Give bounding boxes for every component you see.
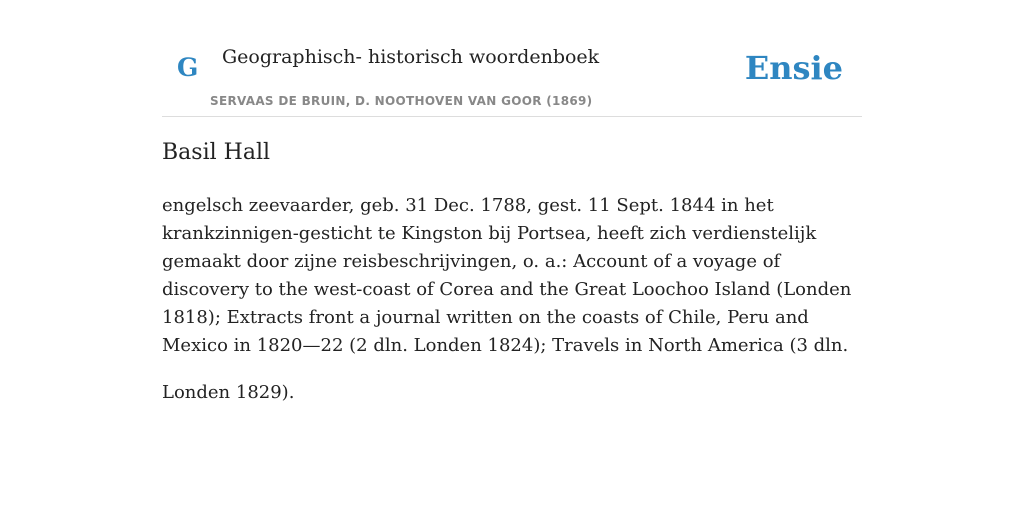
article-paragraph: Londen 1829).	[162, 382, 295, 403]
dictionary-authors: SERVAAS DE BRUIN, D. NOOTHOVEN VAN GOOR (1869)	[210, 94, 593, 108]
brand-logo-link[interactable]: Ensie	[744, 49, 843, 87]
header	[162, 38, 862, 117]
dictionary-title[interactable]: Geographisch- historisch woordenboek	[222, 46, 600, 68]
dictionary-logo-letter[interactable]: G	[177, 53, 199, 82]
article-body	[162, 192, 862, 426]
article-title: Basil Hall	[162, 140, 271, 165]
article-paragraph: engelsch zeevaarder, geb. 31 Dec. 1788, gest. 11 Sept. 1844 in het krankzinnigen-gesticht te Kingston bij Portsea, heeft zich verdienstelijk gemaakt door zijne reisbeschrijvingen, o. a.: Account of a voyage of discovery to the west-coast of Corea and the Great Loochoo Island (Londen 1818); Extracts front a journal written on the coasts of Chile, Peru and Mexico in 1820—22 (2 dln. Londen 1824); Travels in North America (3 dln.	[162, 195, 852, 356]
